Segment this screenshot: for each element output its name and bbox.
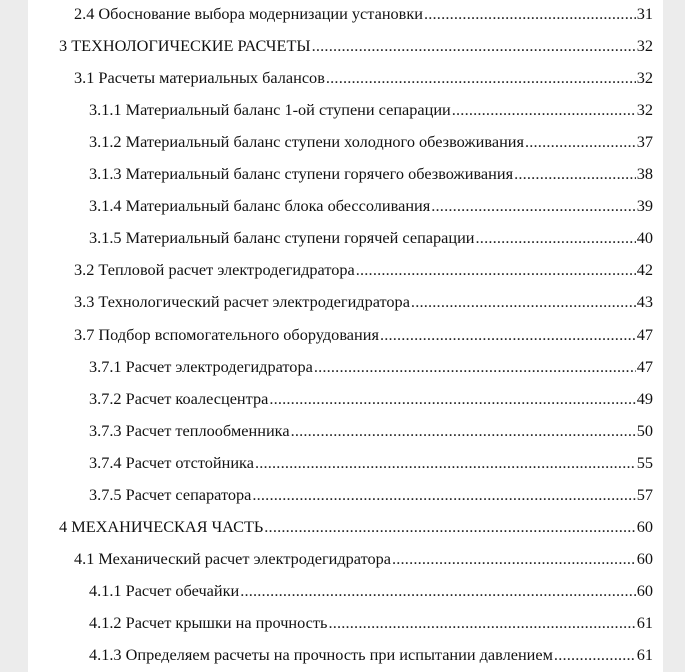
toc-entry[interactable] <box>89 389 653 413</box>
toc-entry-title: 4.1 Механический расчет электродегидратора <box>74 548 391 568</box>
toc-dot-leader <box>240 581 636 601</box>
toc-page-number: 49 <box>636 388 653 408</box>
toc-page-number: 31 <box>636 4 653 23</box>
toc-entry[interactable] <box>74 260 653 284</box>
toc-page-number: 42 <box>636 260 653 280</box>
toc-dot-leader <box>411 292 636 312</box>
toc-dot-leader <box>452 100 636 120</box>
toc-entry-title: 3.3 Технологический расчет электродегидратора <box>74 292 410 312</box>
toc-entry[interactable] <box>59 36 653 60</box>
toc-entry-title: 4 МЕХАНИЧЕСКАЯ ЧАСТЬ <box>59 516 264 536</box>
toc-entry-title: 3.1.2 Материальный баланс ступени холодного обезвоживания <box>89 132 524 152</box>
toc-entry-title: 3.2 Тепловой расчет электродегидратора <box>74 260 355 280</box>
toc-entry[interactable] <box>74 549 653 573</box>
toc-page-number: 32 <box>636 36 653 56</box>
toc-dot-leader <box>328 613 635 633</box>
toc-dot-leader <box>554 645 636 665</box>
toc-dot-leader <box>514 164 636 184</box>
toc-entry-title: 3.7.2 Расчет коалесцентра <box>89 388 269 408</box>
toc-page-number: 61 <box>636 612 653 632</box>
toc-entry[interactable] <box>89 164 653 188</box>
toc-page-number: 32 <box>636 68 653 88</box>
toc-entry-title: 3.1 Расчеты материальных балансов <box>74 68 325 88</box>
toc-entry[interactable] <box>74 292 653 316</box>
toc-entry[interactable] <box>89 645 653 669</box>
toc-entry[interactable] <box>89 613 653 637</box>
toc-entry[interactable] <box>89 132 653 156</box>
toc-dot-leader <box>255 453 636 473</box>
toc-dot-leader <box>424 4 636 24</box>
toc-entry[interactable] <box>89 228 653 252</box>
toc-entry[interactable] <box>89 485 653 509</box>
toc-dot-leader <box>431 196 635 216</box>
toc-page-number: 60 <box>636 516 653 536</box>
toc-entry-title: 3.1.1 Материальный баланс 1-ой ступени сепарации <box>89 100 451 120</box>
toc-entry-title: 3.7.1 Расчет электродегидратора <box>89 356 313 376</box>
toc-dot-leader <box>252 485 635 505</box>
toc-dot-leader <box>356 260 636 280</box>
right-gutter <box>663 0 685 672</box>
toc-entry-title: 3.1.3 Материальный баланс ступени горячего обезвоживания <box>89 164 514 184</box>
toc-page-number: 32 <box>636 100 653 120</box>
toc-dot-leader <box>326 68 636 88</box>
toc-page-number: 39 <box>636 196 653 216</box>
toc-dot-leader <box>264 517 635 537</box>
toc-entry[interactable] <box>89 453 653 477</box>
toc-page-number: 47 <box>636 356 653 376</box>
toc-page-number: 37 <box>636 132 653 152</box>
toc-entry[interactable] <box>74 4 653 28</box>
toc-entry[interactable] <box>89 196 653 220</box>
toc-entry-title: 4.1.2 Расчет крышки на прочность <box>89 612 328 632</box>
toc-page-number: 57 <box>636 484 653 504</box>
left-gutter <box>0 0 28 672</box>
toc-page-number: 61 <box>636 645 653 664</box>
toc-page-number: 47 <box>636 324 653 344</box>
toc-entry-title: 3.7.4 Расчет отстойника <box>89 452 254 472</box>
toc-entry[interactable] <box>89 421 653 445</box>
toc-entry-title: 3.1.4 Материальный баланс блока обессоливания <box>89 196 431 216</box>
toc-page-number: 60 <box>636 580 653 600</box>
toc-entry[interactable] <box>74 325 653 349</box>
toc-dot-leader <box>476 228 636 248</box>
toc-dot-leader <box>312 36 636 56</box>
toc-page-number: 50 <box>636 420 653 440</box>
toc-entry-title: 3.1.5 Материальный баланс ступени горячей сепарации <box>89 228 475 248</box>
toc-entry-title: 4.1.3 Определяем расчеты на прочность при испытании давлением <box>89 645 553 664</box>
toc-dot-leader <box>314 357 636 377</box>
toc-entry[interactable] <box>89 100 653 124</box>
toc-page-number: 43 <box>636 292 653 312</box>
toc-dot-leader <box>392 549 636 569</box>
toc-page-number: 55 <box>636 452 653 472</box>
toc-entry-title: 3.7.3 Расчет теплообменника <box>89 420 290 440</box>
toc-dot-leader <box>291 421 636 441</box>
toc-dot-leader <box>525 132 636 152</box>
toc-entry-title: 3.7.5 Расчет сепаратора <box>89 484 252 504</box>
document-page <box>28 0 663 672</box>
toc-entry[interactable] <box>89 357 653 381</box>
toc-page-number: 38 <box>636 164 653 184</box>
toc-entry-title: 4.1.1 Расчет обечайки <box>89 580 240 600</box>
toc-dot-leader <box>380 325 636 345</box>
toc-dot-leader <box>269 389 635 409</box>
toc-entry[interactable] <box>74 68 653 92</box>
toc-entry[interactable] <box>89 581 653 605</box>
toc-entry-title: 3 ТЕХНОЛОГИЧЕСКИЕ РАСЧЕТЫ <box>59 36 311 56</box>
toc-page-number: 40 <box>636 228 653 248</box>
toc-entry[interactable] <box>59 517 653 541</box>
toc-page-number: 60 <box>636 548 653 568</box>
toc-entry-title: 3.7 Подбор вспомогательного оборудования <box>74 324 379 344</box>
toc-entry-title: 2.4 Обоснование выбора модернизации установки <box>74 4 423 23</box>
